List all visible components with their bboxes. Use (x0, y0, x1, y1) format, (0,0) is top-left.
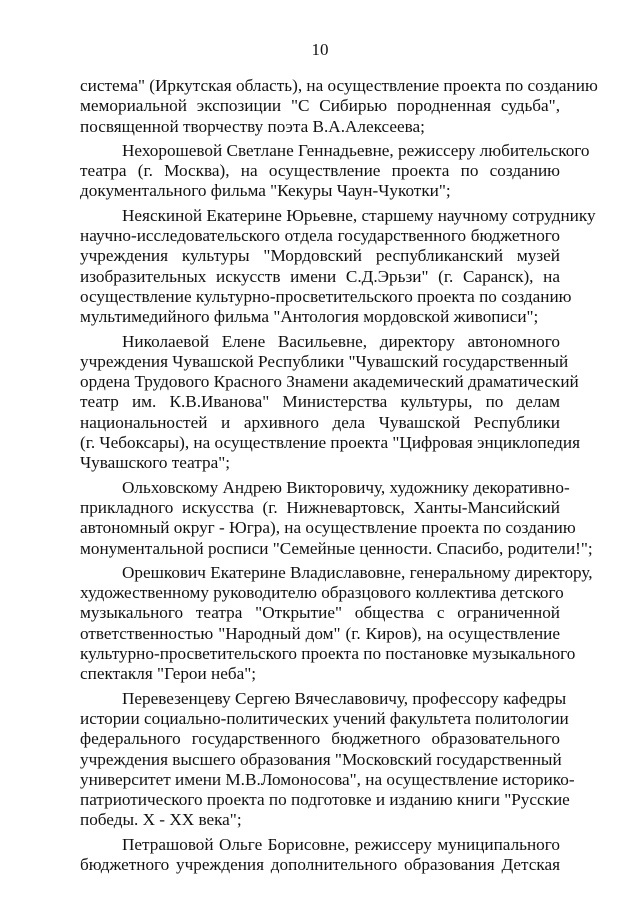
text-line: посвященной творчеству поэта В.А.Алексеева; (80, 116, 425, 136)
text-line: музыкального театра "Открытие" общества с ограниченной (80, 603, 560, 623)
text-line: изобразительных искусств имени С.Д.Эрьзи" (г. Саранск), на (80, 266, 560, 286)
text-line: Николаевой Елене Васильевне, директору автономного (122, 331, 560, 351)
paragraph (80, 835, 560, 876)
text-line: Неяскиной Екатерине Юрьевне, старшему научному сотруднику (122, 205, 596, 225)
document-body (80, 76, 598, 879)
text-line: система" (Иркутская область), на осуществление проекта по созданию (80, 76, 598, 95)
text-line: театра (г. Москва), на осуществление проекта по созданию (80, 161, 560, 181)
text-line: Чувашского театра"; (80, 453, 230, 473)
paragraph (80, 331, 581, 474)
text-line: учреждения Чувашской Республики "Чувашский государственный (80, 351, 569, 371)
text-line: ответственностью "Народный дом" (г. Киров), на осуществление (80, 623, 560, 643)
text-line: культурно-просветительского проекта по постановке музыкального (80, 644, 576, 664)
text-line: мультимедийного фильма "Антология мордовской живописи"; (80, 307, 539, 327)
paragraph (80, 477, 593, 559)
text-line: национальностей и архивного дела Чувашской Республики (80, 412, 560, 432)
text-line: мемориальной экспозиции "С Сибирью породненная судьба", (80, 96, 560, 116)
text-line: прикладного искусства (г. Нижневартовск, Ханты-Мансийский (80, 497, 560, 517)
text-line: федерального государственного бюджетного образовательного (80, 729, 560, 749)
text-line: осуществление культурно-просветительского проекта по созданию (80, 286, 572, 306)
text-line: художественному руководителю образцового коллектива детского (80, 583, 564, 603)
paragraph (80, 562, 593, 685)
paragraph (80, 688, 575, 831)
text-line: университет имени М.В.Ломоносова", на осуществление историко- (80, 769, 575, 789)
text-line: монументальной росписи "Семейные ценности. Спасибо, родители!"; (80, 538, 593, 558)
text-line: научно-исследовательского отдела государственного бюджетного (80, 226, 560, 246)
text-line: Орешкович Екатерине Владиславовне, генеральному директору, (122, 562, 593, 582)
text-line: патриотического проекта по подготовке и изданию книги "Русские (80, 790, 570, 810)
text-line: учреждения культуры "Мордовский республиканский музей (80, 246, 560, 266)
text-line: спектакля "Герои неба"; (80, 664, 257, 684)
text-line: Петрашовой Ольге Борисовне, режиссеру муниципального (122, 834, 560, 854)
text-line: Нехорошевой Светлане Геннадьевне, режиссеру любительского (122, 140, 590, 160)
text-line: истории социально-политических учений факультета политологии (80, 708, 569, 728)
text-line: Ольховскому Андрею Викторовичу, художнику декоративно- (122, 477, 570, 497)
paragraph (80, 205, 596, 328)
text-line: ордена Трудового Красного Знамени академический драматический (80, 372, 579, 392)
text-line: победы. X - XX века"; (80, 810, 242, 830)
paragraph (80, 76, 598, 137)
page-number: 10 (311, 40, 329, 59)
paragraph (80, 140, 590, 202)
text-line: бюджетного учреждения дополнительного образования Детская (80, 854, 560, 874)
text-line: учреждения высшего образования "Московский государственный (80, 749, 562, 769)
text-line: театр им. К.В.Иванова" Министерства культуры, по делам (80, 392, 560, 412)
text-line: автономный округ - Югра), на осуществление проекта по созданию (80, 518, 576, 538)
text-line: Перевезенцеву Сергею Вячеславовичу, профессору кафедры (122, 688, 567, 708)
text-line: (г. Чебоксары), на осуществление проекта "Цифровая энциклопедия (80, 433, 581, 453)
text-line: документального фильма "Кекуры Чаун-Чукотки"; (80, 181, 451, 201)
